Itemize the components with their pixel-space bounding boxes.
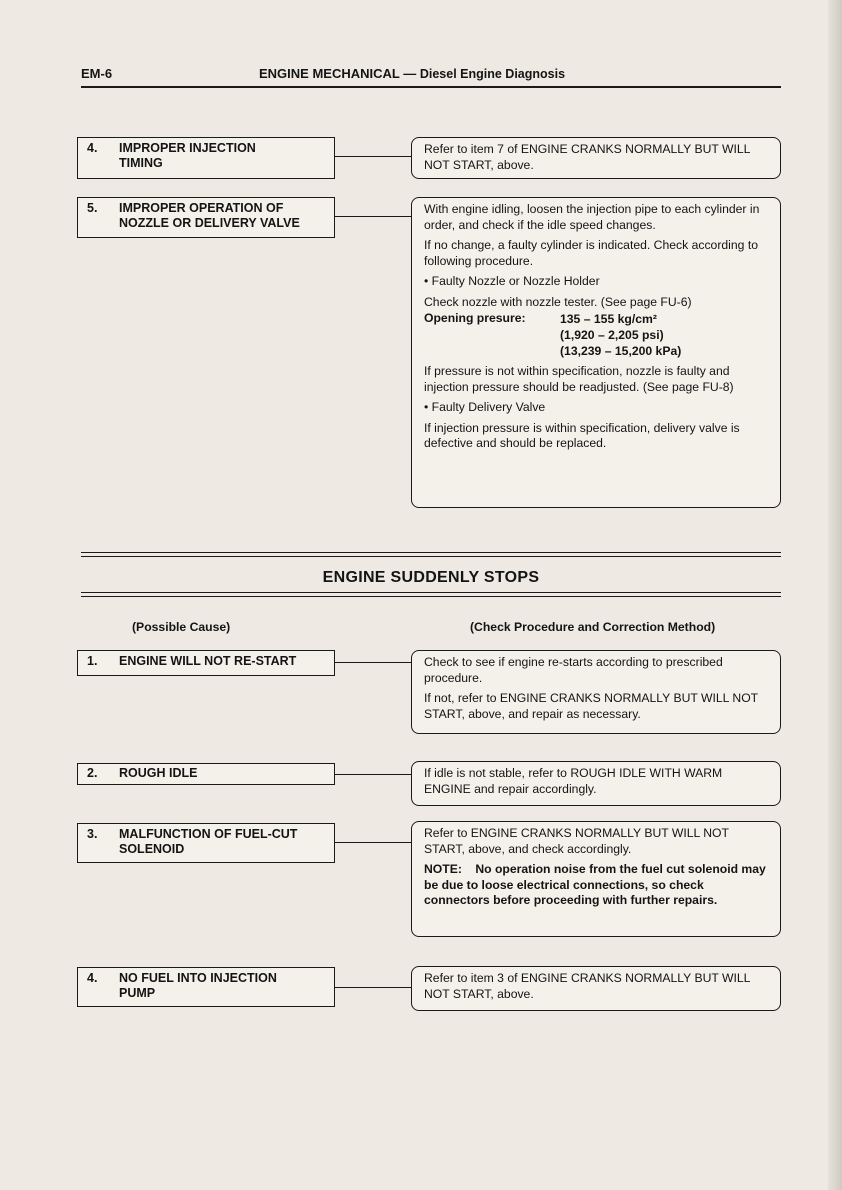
spec-label: Opening presure: — [424, 311, 526, 325]
cause-box-fuel-cut-solenoid — [77, 823, 335, 863]
cause-box-rough-idle — [77, 763, 335, 785]
cause-label: IMPROPER OPERATION OF NOZZLE OR DELIVERY VALVE — [119, 201, 300, 230]
check-paragraph: Check nozzle with nozzle tester. (See page FU-6) — [424, 294, 692, 309]
note-text: No operation noise from the fuel cut solenoid may be due to loose electrical connections, so check connectors before proceeding with further repairs. — [424, 862, 766, 907]
section-rule — [81, 552, 781, 553]
connector-line — [335, 662, 411, 663]
spec-value-psi: (1,920 – 2,205 psi) — [560, 328, 664, 342]
header-subtitle: Diesel Engine Diagnosis — [419, 67, 566, 81]
header-rule — [81, 86, 781, 88]
section-rule — [81, 592, 781, 593]
cause-number: 3. — [87, 827, 98, 841]
check-paragraph: If injection pressure is within specification, delivery valve is defective and should be replaced. — [424, 420, 740, 450]
check-paragraph: With engine idling, loosen the injection pipe to each cylinder in order, and check if the idle speed changes. — [424, 202, 760, 232]
opening-pressure-spec — [424, 311, 770, 359]
section-rule — [81, 556, 781, 557]
cause-number: 4. — [87, 971, 98, 985]
check-paragraph: If not, refer to ENGINE CRANKS NORMALLY BUT WILL NOT START, above, and repair as necessary. — [424, 691, 758, 721]
check-paragraph: If no change, a faulty cylinder is indicated. Check according to following procedure. — [424, 238, 758, 268]
check-paragraph: If pressure is not within specification, nozzle is faulty and injection pressure should be readjusted. (See page FU-8) — [424, 364, 734, 394]
connector-line — [335, 156, 411, 157]
section-rule — [81, 596, 781, 597]
check-box-item-4-top — [411, 137, 781, 179]
connector-line — [335, 987, 411, 988]
connector-line — [335, 216, 411, 217]
page-code: EM-6 — [81, 66, 113, 81]
spec-values — [560, 311, 681, 359]
check-paragraph: If idle is not stable, refer to ROUGH IDLE WITH WARM ENGINE and repair accordingly. — [424, 766, 723, 796]
check-text: Refer to item 7 of ENGINE CRANKS NORMALLY BUT WILL NOT START, above. — [424, 142, 750, 172]
spec-value-kg: 135 – 155 kg/cm² — [560, 312, 657, 326]
spec-value-kpa: (13,239 – 15,200 kPa) — [560, 344, 682, 358]
column-heading-cause: (Possible Cause) — [132, 620, 231, 634]
cause-box-nozzle-delivery-valve — [77, 197, 335, 238]
cause-number: 2. — [87, 766, 98, 780]
connector-line — [335, 774, 411, 775]
connector-line — [335, 842, 411, 843]
bullet-faulty-nozzle: • Faulty Nozzle or Nozzle Holder — [424, 274, 600, 288]
section-title: ENGINE SUDDENLY STOPS — [322, 569, 540, 586]
bullet-faulty-delivery-valve: • Faulty Delivery Valve — [424, 400, 546, 414]
note-label: NOTE: — [424, 862, 462, 876]
cause-box-improper-injection-timing — [77, 137, 335, 179]
check-box-item-4-bottom — [411, 966, 781, 1011]
check-paragraph: Refer to item 3 of ENGINE CRANKS NORMALLY BUT WILL NOT START, above. — [424, 971, 750, 1001]
check-box-item-2-bottom — [411, 761, 781, 806]
cause-box-no-fuel-into-pump — [77, 967, 335, 1007]
cause-label: IMPROPER INJECTION TIMING — [119, 141, 256, 170]
cause-box-engine-will-not-restart — [77, 650, 335, 676]
cause-number: 4. — [87, 141, 98, 155]
note-paragraph — [424, 862, 770, 909]
cause-number: 1. — [87, 654, 98, 668]
check-box-item-1-bottom — [411, 650, 781, 734]
check-paragraph: Check to see if engine re-starts according to prescribed procedure. — [424, 655, 723, 685]
check-box-item-5-top — [411, 197, 781, 508]
page-header — [259, 66, 565, 81]
cause-label: MALFUNCTION OF FUEL-CUT SOLENOID — [119, 827, 298, 856]
page-edge-shadow — [828, 0, 842, 1190]
header-title: ENGINE MECHANICAL — — [259, 66, 417, 81]
cause-label: NO FUEL INTO INJECTION PUMP — [119, 971, 277, 1000]
check-box-item-3-bottom — [411, 821, 781, 937]
cause-label: ROUGH IDLE — [119, 766, 198, 780]
column-heading-check: (Check Procedure and Correction Method) — [470, 620, 716, 634]
check-paragraph: Refer to ENGINE CRANKS NORMALLY BUT WILL NOT START, above, and check accordingly. — [424, 826, 729, 856]
cause-label: ENGINE WILL NOT RE-START — [119, 654, 297, 668]
cause-number: 5. — [87, 201, 98, 215]
